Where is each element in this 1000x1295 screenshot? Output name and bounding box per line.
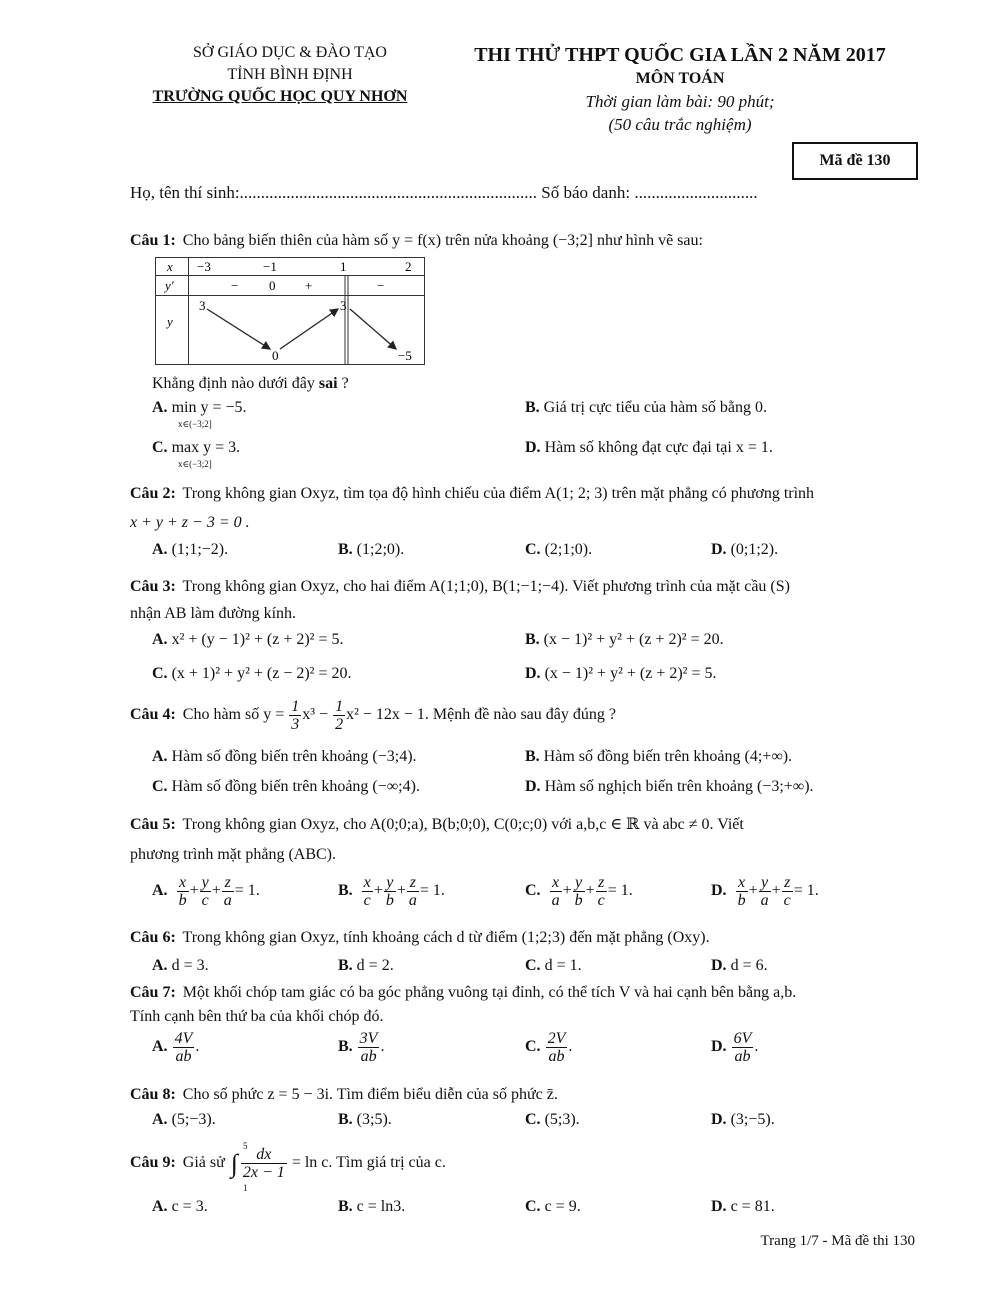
q8-option-d[interactable]: D. (3;−5). bbox=[711, 1111, 775, 1128]
table-yp-header: y' bbox=[165, 278, 174, 293]
option-text: Hàm số không đạt cực đại tại x = 1. bbox=[544, 439, 773, 456]
q5-option-a[interactable]: A. $\frac{x}{b}$ + $\frac{y}{c}$ + $\frac{z}{a}$ = 1. bbox=[152, 874, 260, 909]
table-x-header: x bbox=[167, 259, 173, 274]
q8-option-a[interactable]: A. (5;−3). bbox=[152, 1111, 216, 1128]
integrand-fraction: $\frac{dx}{2x - 1}$ bbox=[242, 1146, 285, 1181]
q4-option-c[interactable]: C. Hàm số đồng biến trên khoảng (−∞;4). bbox=[152, 778, 420, 795]
q8-option-b[interactable]: B. (3;5). bbox=[338, 1111, 392, 1128]
q5-option-b[interactable]: B. $\frac{x}{c}$ + $\frac{y}{b}$ + $\frac{z}{a}$ = 1. bbox=[338, 874, 445, 909]
table-x-value: 2 bbox=[405, 259, 412, 274]
q4-option-a[interactable]: A. Hàm số đồng biến trên khoảng (−3;4). bbox=[152, 748, 417, 765]
table-x-value: −3 bbox=[197, 259, 211, 274]
q9-option-a[interactable]: A. c = 3. bbox=[152, 1198, 208, 1215]
subject-name: MÔN TOÁN bbox=[635, 70, 725, 87]
exam-time: Thời gian làm bài: 90 phút; bbox=[585, 92, 775, 111]
q1-option-c-subscript: x∈(−3;2] bbox=[178, 459, 212, 469]
q6-option-b[interactable]: B. d = 2. bbox=[338, 957, 394, 974]
q1-option-a[interactable]: A. min y = −5. bbox=[152, 399, 247, 416]
question-5 bbox=[130, 815, 915, 835]
q6-option-a[interactable]: A. d = 3. bbox=[152, 957, 209, 974]
table-arrow bbox=[350, 309, 396, 349]
option-text: c = 9. bbox=[544, 1198, 581, 1215]
exam-code-box: Mã đề 130 bbox=[792, 142, 918, 180]
option-text: d = 3. bbox=[171, 957, 209, 974]
question-3-line-2: nhận AB làm đường kính. bbox=[130, 605, 297, 622]
question-text: Một khối chóp tam giác có ba góc phẳng vuông tại đỉnh, có thể tích V và hai cạnh bên bằng a,b. bbox=[182, 984, 797, 1001]
q6-option-d[interactable]: D. d = 6. bbox=[711, 957, 768, 974]
question-label: Câu 5: bbox=[130, 816, 176, 833]
option-text: (3;−5). bbox=[730, 1111, 775, 1128]
q7-option-c[interactable]: C. $\frac{2V}{ab}$ . bbox=[525, 1030, 573, 1065]
page-footer: Trang 1/7 - Mã đề thi 130 bbox=[760, 1233, 915, 1249]
option-text: (0;1;2). bbox=[730, 541, 779, 558]
question-text: Trong không gian Oxyz, tính khoảng cách d từ điểm (1;2;3) đến mặt phẳng (Oxy). bbox=[182, 929, 710, 946]
q2-option-c[interactable]: C. (2;1;0). bbox=[525, 541, 593, 558]
department-line-1: SỞ GIÁO DỤC & ĐÀO TẠO bbox=[193, 44, 387, 61]
table-y-value: 3 bbox=[199, 298, 206, 313]
question-text-start: Giả sử bbox=[182, 1154, 225, 1172]
q2-option-d[interactable]: D. (0;1;2). bbox=[711, 541, 779, 558]
question-label: Câu 6: bbox=[130, 929, 176, 946]
integral-lower-limit: 1 bbox=[243, 1183, 248, 1193]
q3-option-c[interactable]: C. (x + 1)² + y² + (z − 2)² = 20. bbox=[152, 665, 352, 682]
option-text: (2;1;0). bbox=[544, 541, 593, 558]
table-sign: 0 bbox=[269, 278, 276, 293]
table-y-value: −5 bbox=[398, 348, 412, 363]
question-text: Cho bảng biến thiên của hàm số y = f(x) trên nửa khoảng (−3;2] như hình vẽ sau: bbox=[182, 232, 703, 249]
question-text-end: x² − 12x − 1. Mệnh đề nào sau đây đúng ? bbox=[346, 706, 616, 724]
fraction-one-half: $\frac{1}{2}$ bbox=[335, 698, 344, 733]
table-sign: + bbox=[305, 278, 313, 293]
q9-option-c[interactable]: C. c = 9. bbox=[525, 1198, 581, 1215]
option-text: (x − 1)² + y² + (z + 2)² = 20. bbox=[543, 631, 724, 648]
integral-sign: ∫ bbox=[230, 1148, 238, 1178]
question-9 bbox=[130, 1146, 446, 1181]
question-text-end: = ln c. Tìm giá trị của c. bbox=[291, 1154, 446, 1172]
question-text: Trong không gian Oxyz, tìm tọa độ hình chiếu của điểm A(1; 2; 3) trên mặt phẳng có phương trình bbox=[182, 485, 815, 502]
option-text: max y = 3. bbox=[171, 439, 241, 456]
question-4 bbox=[130, 698, 616, 733]
table-sign: − bbox=[231, 278, 239, 293]
department-line-2: TỈNH BÌNH ĐỊNH bbox=[227, 66, 353, 83]
q4-option-b[interactable]: B. Hàm số đồng biến trên khoảng (4;+∞). bbox=[525, 748, 793, 765]
q1-option-b[interactable]: B. Giá trị cực tiểu của hàm số bằng 0. bbox=[525, 399, 767, 416]
question-label: Câu 2: bbox=[130, 485, 176, 502]
question-label: Câu 4: bbox=[130, 706, 176, 724]
prompt-end: ? bbox=[337, 375, 349, 392]
q3-option-a[interactable]: A. x² + (y − 1)² + (z + 2)² = 5. bbox=[152, 631, 344, 648]
question-text-mid: x³ − bbox=[302, 706, 329, 724]
option-text: (3;5). bbox=[356, 1111, 392, 1128]
option-text: Giá trị cực tiểu của hàm số bằng 0. bbox=[543, 399, 767, 416]
option-text: d = 6. bbox=[730, 957, 768, 974]
question-label: Câu 7: bbox=[130, 984, 176, 1001]
prompt-text: Khẳng định nào dưới đây bbox=[152, 375, 319, 392]
fraction-one-third: $\frac{1}{3}$ bbox=[291, 698, 300, 733]
question-8 bbox=[130, 1085, 915, 1105]
option-text: Hàm số đồng biến trên khoảng (−∞;4). bbox=[171, 778, 420, 795]
student-info-line[interactable]: Họ, tên thí sinh:...................................................................... Số báo danh: ............................. bbox=[130, 183, 758, 202]
option-text: (5;3). bbox=[544, 1111, 580, 1128]
option-text: (1;1;−2). bbox=[171, 541, 229, 558]
option-text: d = 1. bbox=[544, 957, 582, 974]
q9-option-b[interactable]: B. c = ln3. bbox=[338, 1198, 406, 1215]
option-text: c = 81. bbox=[730, 1198, 775, 1215]
table-x-value: 1 bbox=[340, 259, 347, 274]
question-3 bbox=[130, 577, 915, 597]
table-sign: − bbox=[377, 278, 385, 293]
variation-table bbox=[155, 257, 425, 365]
q2-option-a[interactable]: A. (1;1;−2). bbox=[152, 541, 229, 558]
question-label: Câu 1: bbox=[130, 232, 176, 249]
q8-option-c[interactable]: C. (5;3). bbox=[525, 1111, 580, 1128]
table-y-header: y bbox=[167, 314, 173, 329]
question-text: Trong không gian Oxyz, cho A(0;0;a), B(b;0;0), C(0;c;0) với a,b,c ∈ ℝ và abc ≠ 0. Viết bbox=[182, 816, 744, 833]
question-text: Cho số phức z = 5 − 3i. Tìm điểm biểu diễn của số phức z̄. bbox=[182, 1086, 558, 1103]
option-text: d = 2. bbox=[356, 957, 394, 974]
question-text-start: Cho hàm số y = bbox=[182, 706, 285, 724]
option-text: c = 3. bbox=[171, 1198, 208, 1215]
q1-option-d[interactable]: D. Hàm số không đạt cực đại tại x = 1. bbox=[525, 439, 773, 456]
question-1-prompt bbox=[152, 375, 349, 393]
option-text: Hàm số đồng biến trên khoảng (4;+∞). bbox=[543, 748, 793, 765]
question-label: Câu 3: bbox=[130, 578, 176, 595]
q5-option-c[interactable]: C. $\frac{x}{a}$ + $\frac{y}{b}$ + $\frac{z}{c}$ = 1. bbox=[525, 874, 633, 909]
exam-title: THI THỬ THPT QUỐC GIA LẦN 2 NĂM 2017 bbox=[474, 44, 886, 66]
option-text: (1;2;0). bbox=[356, 541, 405, 558]
question-7 bbox=[130, 983, 915, 1003]
question-7-line-2: Tính cạnh bên thứ ba của khối chóp đó. bbox=[130, 1008, 384, 1025]
table-y-value: 0 bbox=[272, 348, 279, 363]
q7-option-d[interactable]: D. $\frac{6V}{ab}$ . bbox=[711, 1030, 759, 1065]
question-2-equation: x + y + z − 3 = 0 . bbox=[130, 514, 250, 531]
option-text: (5;−3). bbox=[171, 1111, 216, 1128]
q5-option-d[interactable]: D. $\frac{x}{b}$ + $\frac{y}{a}$ + $\frac{z}{c}$ = 1. bbox=[711, 874, 819, 909]
q2-option-b[interactable]: B. (1;2;0). bbox=[338, 541, 405, 558]
q4-option-d[interactable]: D. Hàm số nghịch biến trên khoảng (−3;+∞). bbox=[525, 778, 814, 795]
option-text: min y = −5. bbox=[171, 399, 247, 416]
option-text: x² + (y − 1)² + (z + 2)² = 5. bbox=[171, 631, 344, 648]
q9-option-d[interactable]: D. c = 81. bbox=[711, 1198, 775, 1215]
q3-option-d[interactable]: D. (x − 1)² + y² + (z + 2)² = 5. bbox=[525, 665, 717, 682]
option-text: c = ln3. bbox=[356, 1198, 406, 1215]
option-text: (x − 1)² + y² + (z + 2)² = 5. bbox=[544, 665, 717, 682]
question-label: Câu 8: bbox=[130, 1086, 176, 1103]
question-label: Câu 9: bbox=[130, 1154, 176, 1172]
prompt-emphasis: sai bbox=[318, 375, 338, 392]
table-arrow bbox=[207, 309, 270, 349]
question-1 bbox=[130, 231, 915, 251]
q1-option-a-subscript: x∈(−3;2] bbox=[178, 419, 212, 429]
option-text: (x + 1)² + y² + (z − 2)² = 20. bbox=[171, 665, 352, 682]
integral-upper-limit: 5 bbox=[243, 1141, 248, 1151]
q3-option-b[interactable]: B. (x − 1)² + y² + (z + 2)² = 20. bbox=[525, 631, 724, 648]
q6-option-c[interactable]: C. d = 1. bbox=[525, 957, 582, 974]
option-text: Hàm số đồng biến trên khoảng (−3;4). bbox=[171, 748, 417, 765]
question-2 bbox=[130, 484, 915, 504]
question-count: (50 câu trắc nghiệm) bbox=[608, 115, 752, 134]
table-y-value: 3 bbox=[340, 298, 347, 313]
question-text: Trong không gian Oxyz, cho hai điểm A(1;1;0), B(1;−1;−4). Viết phương trình của mặt cầu (S) bbox=[182, 578, 790, 595]
q7-option-b[interactable]: B. $\frac{3V}{ab}$ . bbox=[338, 1030, 385, 1065]
school-name: TRƯỜNG QUỐC HỌC QUY NHƠN bbox=[152, 88, 408, 105]
question-6 bbox=[130, 928, 915, 948]
question-5-line-2: phương trình mặt phẳng (ABC). bbox=[130, 846, 336, 863]
table-x-value: −1 bbox=[263, 259, 277, 274]
q7-option-a[interactable]: A. $\frac{4V}{ab}$ . bbox=[152, 1030, 200, 1065]
q1-option-c[interactable]: C. max y = 3. bbox=[152, 439, 241, 456]
option-text: Hàm số nghịch biến trên khoảng (−3;+∞). bbox=[544, 778, 814, 795]
table-arrow bbox=[280, 309, 338, 349]
